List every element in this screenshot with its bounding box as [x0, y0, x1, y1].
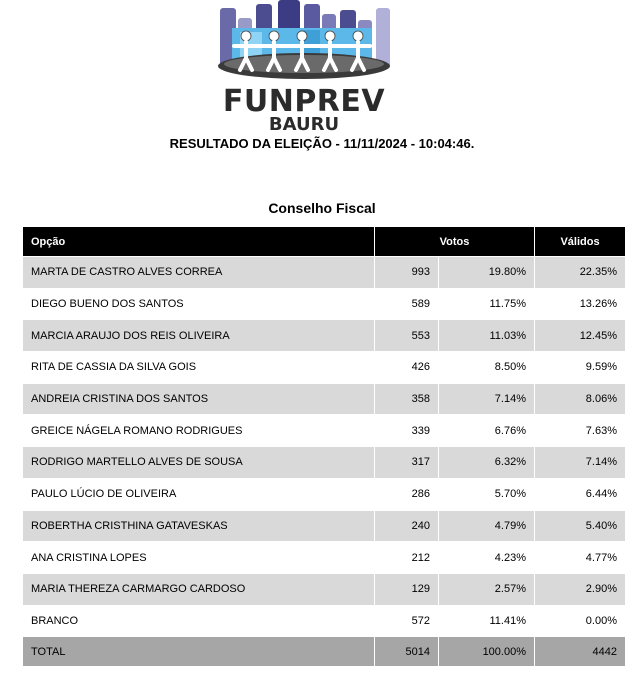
total-row	[23, 637, 626, 667]
candidate-name: RITA DE CASSIA DA SILVA GOIS	[23, 352, 375, 384]
vote-percent: 19.80%	[439, 257, 535, 289]
vote-percent: 6.32%	[439, 447, 535, 479]
vote-count: 589	[375, 288, 439, 320]
candidate-name: DIEGO BUENO DOS SANTOS	[23, 288, 375, 320]
valid-percent: 2.90%	[535, 573, 626, 605]
valid-percent: 6.44%	[535, 478, 626, 510]
vote-count: 358	[375, 383, 439, 415]
logo-subtitle: BAURU	[268, 114, 340, 135]
results-table	[22, 226, 626, 667]
candidate-name: ROBERTHA CRISTHINA GATAVESKAS	[23, 510, 375, 542]
candidate-name: PAULO LÚCIO DE OLIVEIRA	[23, 478, 375, 510]
candidate-name: BRANCO	[23, 605, 375, 637]
table-row	[23, 478, 626, 510]
logo-title: FUNPREV	[222, 84, 386, 119]
vote-percent: 2.57%	[439, 573, 535, 605]
vote-count: 993	[375, 257, 439, 289]
vote-percent: 4.23%	[439, 542, 535, 574]
valid-percent: 12.45%	[535, 320, 626, 352]
valid-percent: 7.14%	[535, 447, 626, 479]
vote-percent: 8.50%	[439, 352, 535, 384]
valid-percent: 5.40%	[535, 510, 626, 542]
vote-count: 240	[375, 510, 439, 542]
vote-count: 212	[375, 542, 439, 574]
vote-percent: 5.70%	[439, 478, 535, 510]
total-votes: 5014	[375, 637, 439, 667]
valid-percent: 13.26%	[535, 288, 626, 320]
table-row	[23, 352, 626, 384]
vote-percent: 7.14%	[439, 383, 535, 415]
table-row	[23, 573, 626, 605]
vote-percent: 4.79%	[439, 510, 535, 542]
vote-count: 129	[375, 573, 439, 605]
valid-percent: 9.59%	[535, 352, 626, 384]
header-valid: Válidos	[535, 227, 626, 257]
table-row	[23, 447, 626, 479]
table-row	[23, 257, 626, 289]
table-row	[23, 320, 626, 352]
vote-count: 286	[375, 478, 439, 510]
table-header-row	[23, 227, 626, 257]
vote-percent: 11.03%	[439, 320, 535, 352]
valid-percent: 0.00%	[535, 605, 626, 637]
valid-percent: 8.06%	[535, 383, 626, 415]
candidate-name: RODRIGO MARTELLO ALVES DE SOUSA	[23, 447, 375, 479]
vote-count: 572	[375, 605, 439, 637]
candidate-name: MARTA DE CASTRO ALVES CORREA	[23, 257, 375, 289]
total-label: TOTAL	[23, 637, 375, 667]
vote-count: 553	[375, 320, 439, 352]
valid-percent: 22.35%	[535, 257, 626, 289]
vote-percent: 11.75%	[439, 288, 535, 320]
vote-count: 426	[375, 352, 439, 384]
candidate-name: MARIA THEREZA CARMARGO CARDOSO	[23, 573, 375, 605]
vote-percent: 11.41%	[439, 605, 535, 637]
header-option: Opção	[23, 227, 375, 257]
header-votes: Votos	[375, 227, 535, 257]
vote-count: 317	[375, 447, 439, 479]
table-row	[23, 542, 626, 574]
valid-percent: 7.63%	[535, 415, 626, 447]
total-valid: 4442	[535, 637, 626, 667]
candidate-name: GREICE NÁGELA ROMANO RODRIGUES	[23, 415, 375, 447]
total-percent: 100.00%	[439, 637, 535, 667]
result-title: RESULTADO DA ELEIÇÃO - 11/11/2024 - 10:04:46.	[169, 136, 475, 151]
table-row	[23, 415, 626, 447]
vote-count: 339	[375, 415, 439, 447]
candidate-name: MARCIA ARAUJO DOS REIS OLIVEIRA	[23, 320, 375, 352]
table-row	[23, 510, 626, 542]
valid-percent: 4.77%	[535, 542, 626, 574]
logo-text	[214, 86, 394, 134]
table-row	[23, 383, 626, 415]
table-row	[23, 288, 626, 320]
section-title: Conselho Fiscal	[268, 200, 376, 216]
vote-percent: 6.76%	[439, 415, 535, 447]
table-row	[23, 605, 626, 637]
candidate-name: ANA CRISTINA LOPES	[23, 542, 375, 574]
candidate-name: ANDREIA CRISTINA DOS SANTOS	[23, 383, 375, 415]
